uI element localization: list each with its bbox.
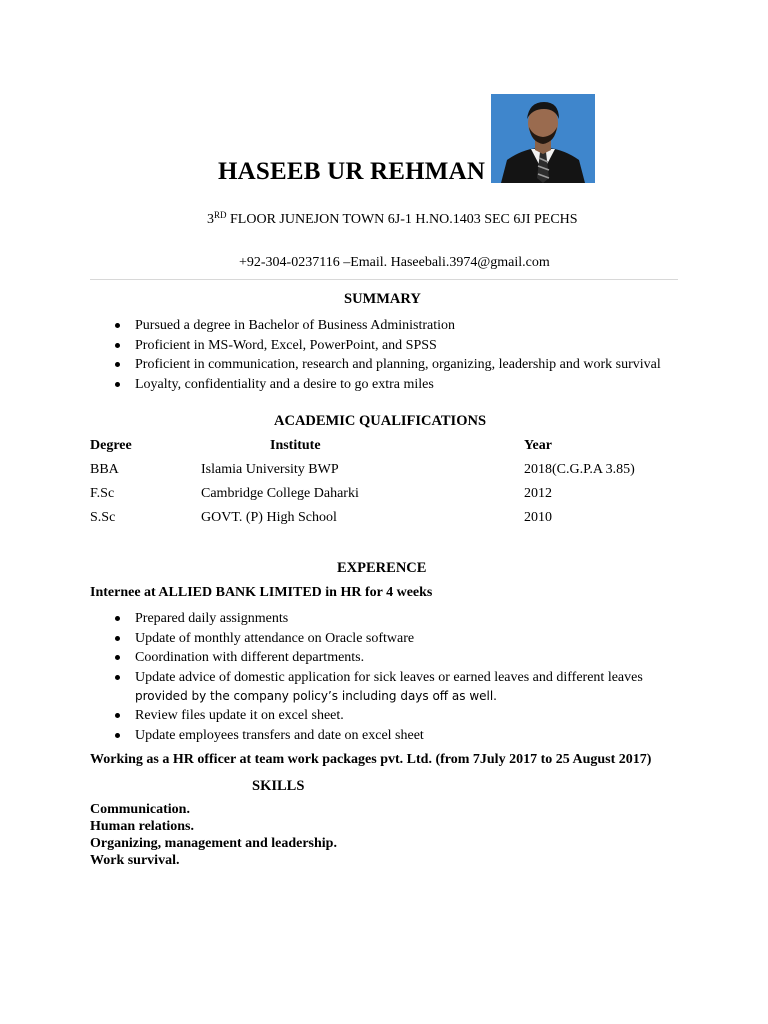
institute-cell: GOVT. (P) High School — [201, 510, 337, 525]
summary-heading: SUMMARY — [344, 291, 421, 307]
year-cell: 2018(C.G.P.A 3.85) — [524, 462, 635, 477]
skill-item: Work survival. — [90, 853, 180, 868]
skill-item: Organizing, management and leadership. — [90, 836, 337, 851]
experience-item: Update of monthly attendance on Oracle software — [90, 629, 643, 649]
academics-heading: ACADEMIC QUALIFICATIONS — [274, 413, 487, 429]
internship-title: Internee at ALLIED BANK LIMITED in HR for 4 weeks — [90, 585, 433, 600]
summary-list — [90, 316, 661, 394]
year-cell: 2010 — [524, 510, 552, 525]
degree-cell: BBA — [90, 462, 119, 477]
summary-item: Loyalty, confidentiality and a desire to go extra miles — [90, 375, 661, 395]
column-header-year: Year — [524, 438, 552, 453]
skills-list — [90, 801, 337, 869]
address-number: 3 — [207, 212, 214, 227]
year-cell: 2012 — [524, 486, 552, 501]
experience-list — [90, 609, 643, 745]
candidate-name: HASEEB UR REHMAN — [218, 158, 486, 185]
column-header-degree: Degree — [90, 438, 132, 453]
summary-item: Proficient in communication, research and planning, organizing, leadership and work survival — [90, 355, 661, 375]
institute-cell: Islamia University BWP — [201, 462, 339, 477]
address-text: FLOOR JUNEJON TOWN 6J-1 H.NO.1403 SEC 6JI PECHS — [226, 212, 578, 227]
summary-item: Pursued a degree in Bachelor of Business Administration — [90, 316, 661, 336]
current-job-line: Working as a HR officer at team work packages pvt. Ltd. (from 7July 2017 to 25 August 2017) — [90, 752, 652, 767]
institute-cell: Cambridge College Daharki — [201, 486, 359, 501]
skill-item: Human relations. — [90, 819, 194, 834]
profile-photo — [491, 94, 595, 183]
experience-item: Update employees transfers and date on excel sheet — [90, 726, 643, 746]
experience-item: Review files update it on excel sheet. — [90, 706, 643, 726]
experience-item-continuation: provided by the company policy’s including days off as well. — [135, 689, 497, 703]
experience-item: Prepared daily assignments — [90, 609, 643, 629]
experience-item — [90, 668, 643, 707]
experience-item-text: Update advice of domestic application for sick leaves or earned leaves and different leaves — [135, 669, 643, 685]
header-divider — [90, 279, 678, 280]
degree-cell: F.Sc — [90, 486, 115, 501]
experience-heading: EXPERENCE — [337, 560, 427, 576]
degree-cell: S.Sc — [90, 510, 116, 525]
skill-item: Communication. — [90, 802, 190, 817]
address-line — [207, 212, 578, 228]
summary-item: Proficient in MS-Word, Excel, PowerPoint, and SPSS — [90, 336, 661, 356]
column-header-institute: Institute — [270, 438, 321, 453]
profile-photo-image — [491, 94, 595, 183]
contact-line: +92-304-0237116 –Email. Haseebali.3974@gmail.com — [239, 255, 550, 270]
experience-item: Coordination with different departments. — [90, 648, 643, 668]
address-superscript: RD — [214, 210, 227, 220]
skills-heading: SKILLS — [252, 778, 305, 794]
